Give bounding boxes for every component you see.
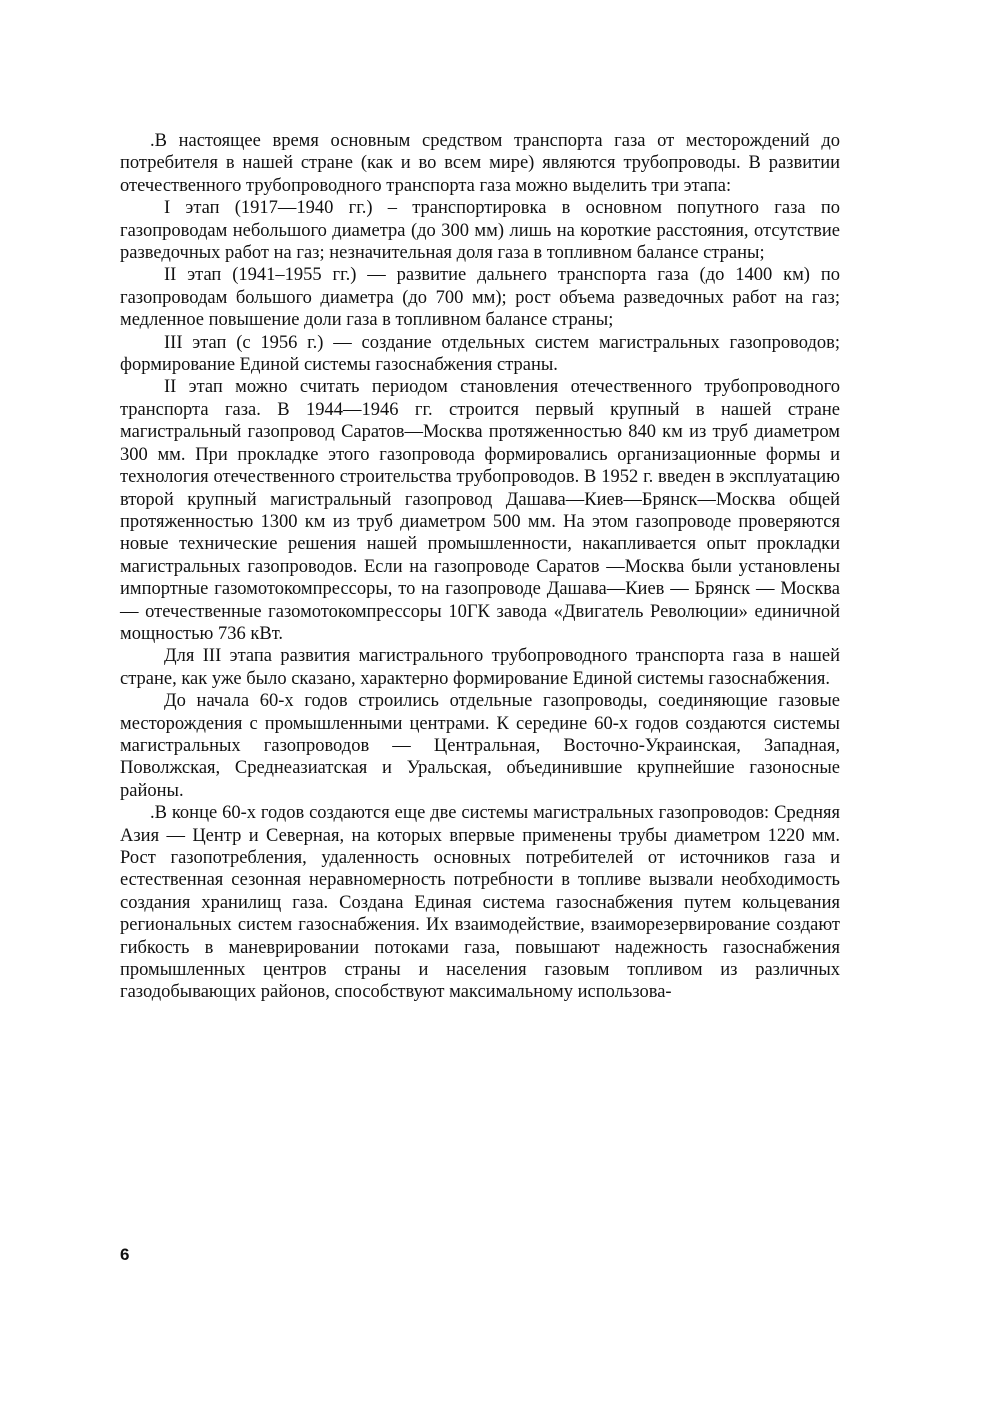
paragraph-stage-1: I этап (1917—1940 гг.) – транспортировка в основном попутного газа по газопроводам небольшого диаметра (до 300 мм) лишь на короткие расстояния, отсутствие разведочных работ на газ; незначительная доля газа в топливном балансе страны; [120, 198, 840, 264]
paragraph-stage-2: II этап (1941–1955 гг.) — развитие дальнего транспорта газа (до 1400 км) по газопроводам большого диаметра (до 700 мм); рост объема разведочных работ на газ; медленное повышение доли газа в топливном балансе страны; [120, 265, 840, 331]
page-number: 6 [120, 1245, 130, 1264]
paragraph-stage-2-details: II этап можно считать периодом становления отечественного трубопроводного транспорта газа. В 1944—1946 гг. строится первый крупный в нашей стране магистральный газопровод Саратов—Москва протяженностью 840 км из труб диаметром 300 мм. При прокладке этого газопровода формировались организационные формы и технология отечественного строительства трубопроводов. В 1952 г. введен в эксплуатацию второй крупный магистральный газопровод Дашава—Киев—Брянск—Москва общей протяженностью 1300 км из труб диаметром 500 мм. На этом газопроводе проверяются новые технические решения нашей промышленности, накапливается опыт прокладки магистральных газопроводов. Если на газопроводе Саратов —Москва были установлены импортные газомотокомпрессоры, то на газопроводе Дашава—Киев — Брянск — Москва — отечественные газомотокомпрессоры 10ГК завода «Двигатель Революции» единичной мощностью 736 кВт. [120, 377, 840, 644]
paragraph-60s-systems: До начала 60-х годов строились отдельные газопроводы, соединяющие газовые месторождения с промышленными центрами. К середине 60-х годов создаются системы магистральных газопроводов — Центральная, Восточно-Украинская, Западная, Поволжская, Среднеазиатская и Уральская, объединившие крупнейшие газоносные районы. [120, 691, 840, 801]
paragraph-late-60s: .В конце 60-х годов создаются еще две системы магистральных газопроводов: Средняя Азия — Центр и Северная, на которых впервые применены трубы диаметром 1220 мм. Рост газопотребления, удаленность основных потребителей от источников газа и естественная сезонная неравномерность потребности в топливе вызвали необходимость создания хранилищ газа. Создана Единая система газоснабжения путем кольцевания региональных систем газоснабжения. Их взаимодействие, взаиморезервирование создают гибкость в маневрировании потоками газа, повышают надежность газоснабжения промышленных центров страны и населения газовым топливом из различных газодобывающих районов, способствуют максимальному использова- [120, 803, 840, 1003]
paragraph-intro: .В настоящее время основным средством транспорта газа от месторождений до потребителя в нашей стране (как и во всем мире) являются трубопроводы. В развитии отечественного трубопроводного транспорта газа можно выделить три этапа: [120, 131, 840, 196]
paragraph-stage-3: III этап (с 1956 г.) — создание отдельных систем магистральных газопроводов; формирование Единой системы газоснабжения страны. [120, 332, 840, 376]
body-text [120, 130, 840, 1004]
paragraph-stage-3-summary: Для III этапа развития магистрального трубопроводного транспорта газа в нашей стране, как уже было сказано, характерно формирование Единой системы газоснабжения. [120, 646, 840, 689]
